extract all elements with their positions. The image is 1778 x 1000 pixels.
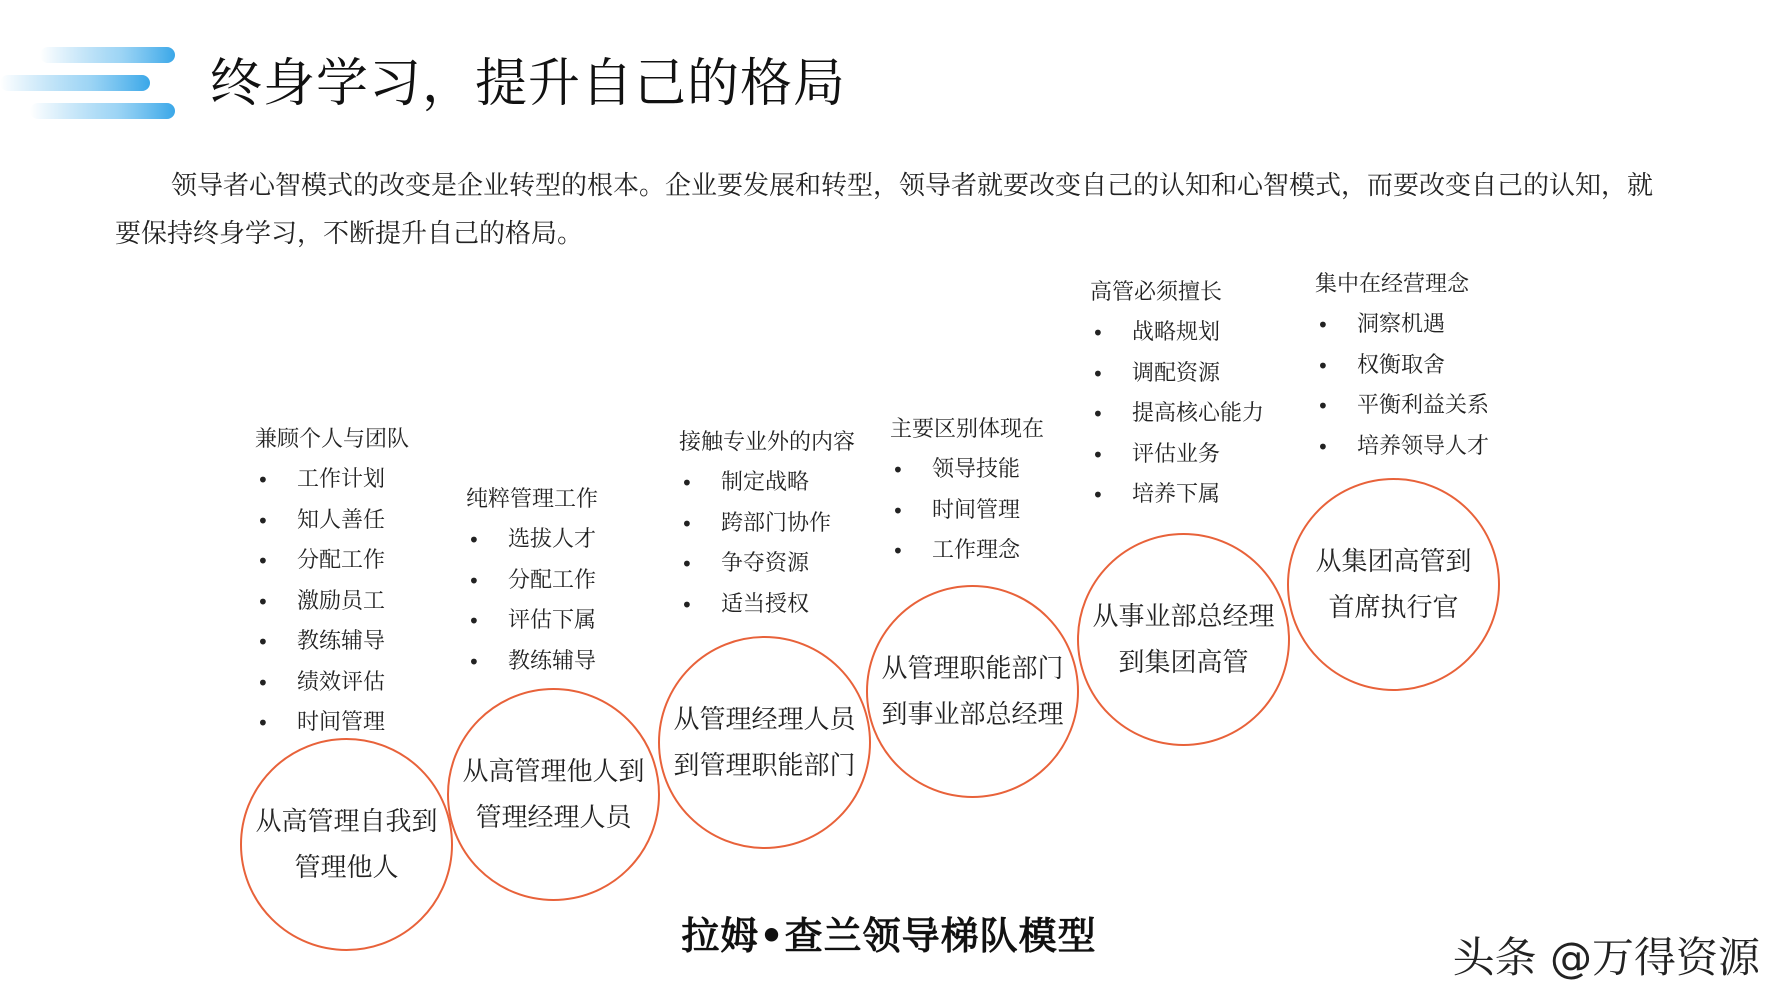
stage-heading: 兼顾个人与团队 bbox=[255, 427, 410, 452]
list-item: • 战略规划 bbox=[1090, 318, 1264, 359]
intro-paragraph: 领导者心智模式的改变是企业转型的根本。企业要发展和转型，领导者就要改变自己的认知和心智模式，而要改变自己的认知，就要保持终身学习，不断提升自己的格局。 bbox=[115, 171, 1654, 249]
stage-4-circle bbox=[866, 585, 1079, 798]
stage-items bbox=[255, 465, 409, 749]
stage-heading: 纯粹管理工作 bbox=[466, 487, 599, 512]
stage-items bbox=[1315, 310, 1489, 472]
stage-heading: 集中在经营理念 bbox=[1315, 272, 1470, 297]
diagram-caption: 拉姆•查兰领导梯队模型 bbox=[681, 914, 1097, 958]
list-item: • 激励员工 bbox=[255, 587, 409, 628]
stage-heading: 高管必须擅长 bbox=[1090, 280, 1223, 305]
stage-2-circle bbox=[447, 688, 660, 901]
watermark: 头条 @万得资源 bbox=[1452, 933, 1760, 982]
stage-items bbox=[890, 455, 1044, 577]
stage-3-list bbox=[679, 428, 855, 630]
stage-items bbox=[679, 468, 855, 630]
list-item: • 提高核心能力 bbox=[1090, 399, 1264, 440]
stage-circle-text: 从事业部总经理 到集团高管 bbox=[1092, 601, 1275, 678]
list-item: • 洞察机遇 bbox=[1315, 310, 1489, 351]
list-item: • 调配资源 bbox=[1090, 359, 1264, 400]
list-item: • 评估业务 bbox=[1090, 440, 1264, 481]
list-item: • 平衡利益关系 bbox=[1315, 391, 1489, 432]
list-item: • 知人善任 bbox=[255, 506, 409, 547]
stage-5-list bbox=[1090, 278, 1264, 521]
list-item: • 分配工作 bbox=[255, 546, 409, 587]
list-item: • 制定战略 bbox=[679, 468, 855, 509]
stage-circle-text: 从管理职能部门 到事业部总经理 bbox=[881, 653, 1064, 730]
stage-circle-text: 从集团高管到 首席执行官 bbox=[1315, 546, 1472, 623]
list-item: • 分配工作 bbox=[466, 566, 598, 607]
list-item: • 领导技能 bbox=[890, 455, 1044, 496]
stage-6-circle bbox=[1287, 478, 1500, 691]
list-item: • 工作理念 bbox=[890, 536, 1044, 577]
list-item: • 评估下属 bbox=[466, 606, 598, 647]
stage-heading: 主要区别体现在 bbox=[890, 417, 1045, 442]
list-item: • 时间管理 bbox=[255, 708, 409, 749]
list-item: • 争夺资源 bbox=[679, 549, 855, 590]
stage-items bbox=[466, 525, 598, 687]
stage-circle-text: 从管理经理人员 到管理职能部门 bbox=[673, 704, 856, 781]
stage-items bbox=[1090, 318, 1264, 521]
list-item: • 跨部门协作 bbox=[679, 509, 855, 550]
stage-5-circle bbox=[1077, 533, 1290, 746]
page-title: 终身学习，提升自己的格局 bbox=[210, 54, 847, 114]
list-item: • 适当授权 bbox=[679, 590, 855, 631]
stage-circle-text: 从高管理他人到 管理经理人员 bbox=[462, 756, 645, 833]
list-item: • 权衡取舍 bbox=[1315, 351, 1489, 392]
list-item: • 绩效评估 bbox=[255, 668, 409, 709]
list-item: • 培养下属 bbox=[1090, 480, 1264, 521]
list-item: • 教练辅导 bbox=[466, 647, 598, 688]
stage-2-list bbox=[466, 485, 598, 687]
list-item: • 教练辅导 bbox=[255, 627, 409, 668]
stage-heading: 接触专业外的内容 bbox=[679, 430, 856, 455]
list-item: • 培养领导人才 bbox=[1315, 432, 1489, 473]
stage-6-list bbox=[1315, 270, 1489, 472]
stage-3-circle bbox=[658, 636, 871, 849]
stage-4-list bbox=[890, 415, 1044, 577]
stage-circle-text: 从高管理自我到 管理他人 bbox=[255, 806, 438, 883]
list-item: • 工作计划 bbox=[255, 465, 409, 506]
list-item: • 选拔人才 bbox=[466, 525, 598, 566]
list-item: • 时间管理 bbox=[890, 496, 1044, 537]
stage-1-list bbox=[255, 425, 409, 749]
